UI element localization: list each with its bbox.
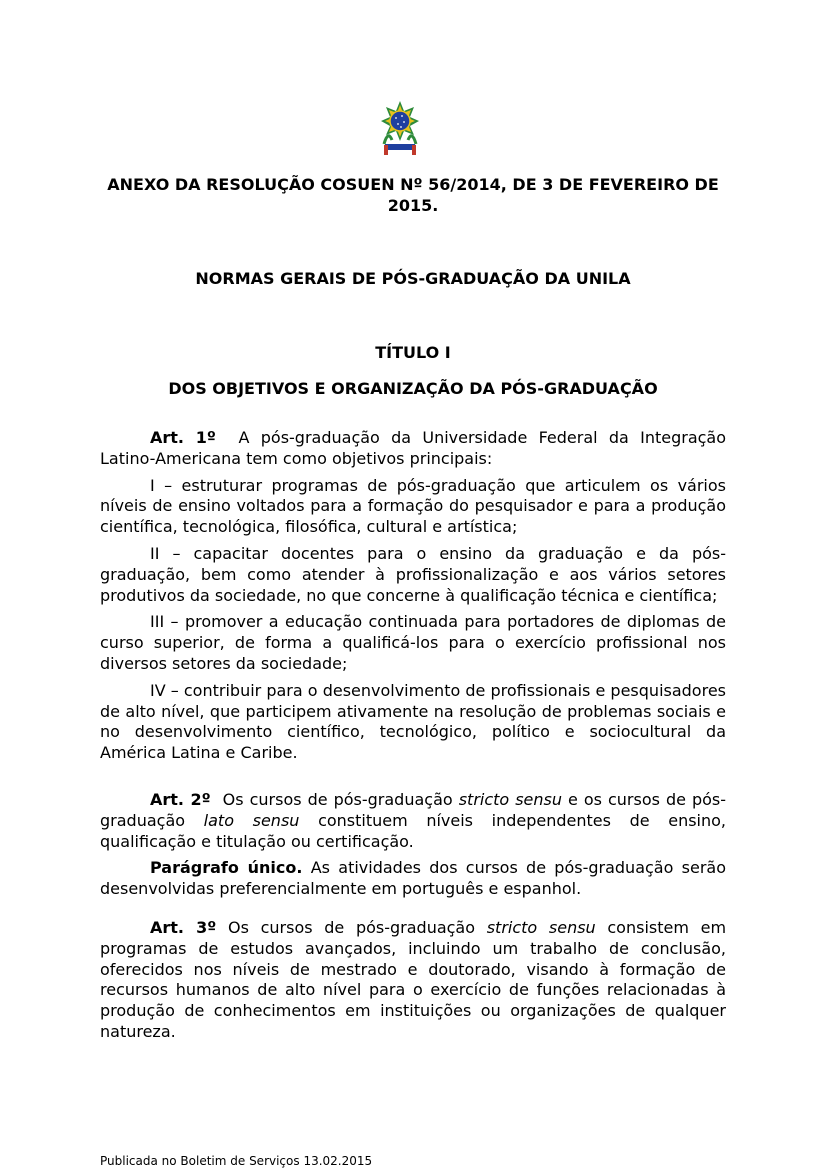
art1-item-4: IV – contribuir para o desenvolvimento de profissionais e pesquisadores de alto nível, que participem ativamente na resolução de problemas sociais e no desenvolvimento científico, tecnológico, político e sociocultural da América Latina e Caribe. (100, 680, 726, 763)
art1-item-1: I – estruturar programas de pós-graduação que articulem os vários níveis de ensino voltados para a formação do pesquisador e para a produção científica, tecnológica, filosófica, cultural e artística; (100, 475, 726, 537)
annex-title: ANEXO DA RESOLUÇÃO COSUEN Nº 56/2014, DE 3 DE FEVEREIRO DE 2015. (107, 175, 719, 215)
art2-sole-paragraph-text: As atividades dos cursos de pós-graduação serão desenvolvidas preferencialmente em português e espanhol. (100, 858, 726, 899)
art1-paragraph (100, 428, 726, 470)
art1-item-2: II – capacitar docentes para o ensino da graduação e da pós-graduação, bem como atender à profissionalização e aos vários setores produtivos da sociedade, no que concerne à qualificação técnica e científica; (100, 543, 726, 605)
brazil-coat-of-arms-icon (380, 100, 420, 160)
art1-text: A pós-graduação da Universidade Federal da Integração Latino-Americana tem como objetivos principais: (100, 428, 727, 468)
art3-label: Art. 3º (150, 917, 217, 937)
titulo-heading: TÍTULO I (375, 343, 451, 362)
art3-paragraph (100, 918, 726, 1043)
art2-text-3: constituem níveis independentes de ensino, qualificação e titulação ou certificação. (100, 810, 726, 851)
art2-text-2: e os cursos de pós-graduação (100, 789, 727, 830)
document-body (100, 428, 726, 1043)
publication-footer: Publicada no Boletim de Serviços 13.02.2015 (100, 1154, 373, 1168)
norms-title: NORMAS GERAIS DE PÓS-GRADUAÇÃO DA UNILA (195, 269, 631, 288)
art2-sole-paragraph (100, 858, 726, 900)
art1-item-3: III – promover a educação continuada para portadores de diplomas de curso superior, de forma a qualificá-los para o exercício profissional nos diversos setores da sociedade; (100, 612, 726, 673)
art2-sole-paragraph-label: Parágrafo único. (150, 858, 303, 878)
art3-italic-1: stricto sensu (486, 917, 596, 937)
art2-text-1: Os cursos de pós-graduação (222, 789, 453, 809)
art2-italic-1: stricto sensu (458, 789, 562, 809)
art2-label: Art. 2º (150, 789, 211, 809)
art2-paragraph (100, 790, 726, 852)
art1-label: Art. 1º (150, 428, 216, 447)
art3-text-1: Os cursos de pós-graduação (228, 917, 476, 937)
art2-italic-2: lato sensu (203, 810, 300, 830)
titulo-subtitle: DOS OBJETIVOS E ORGANIZAÇÃO DA PÓS-GRADUAÇÃO (168, 379, 658, 398)
art3-text-2: consistem em programas de estudos avançados, incluindo um trabalho de conclusão, oferecidos nos níveis de mestrado e doutorado, visando à formação de recursos humanos de alto nível para o exercício de funções relacionadas à produção de conhecimentos em instituições ou organizações de qualquer natureza. (100, 917, 727, 1041)
